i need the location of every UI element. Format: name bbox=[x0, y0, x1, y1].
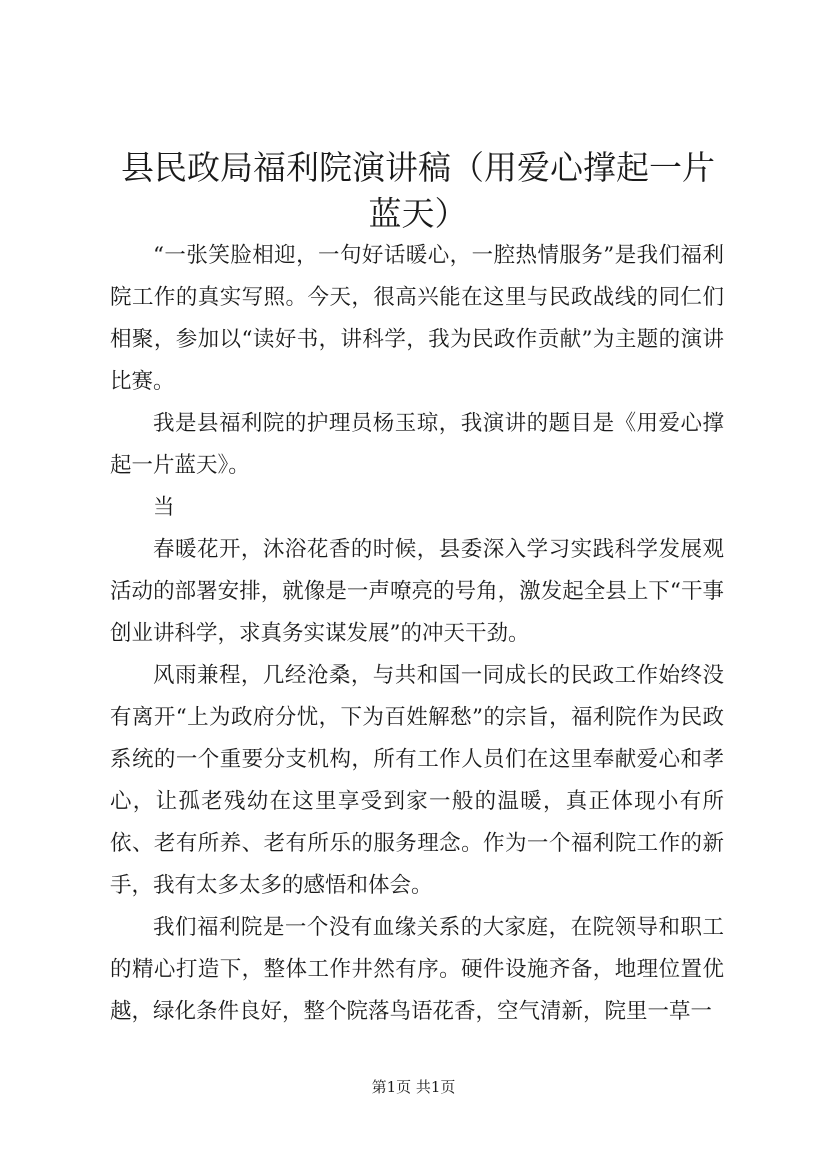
document-title: 县民政局福利院演讲稿（用爱心撑起一片蓝天） bbox=[121, 148, 715, 233]
document-body bbox=[110, 235, 724, 1033]
page-footer: 第1页 共1页 bbox=[371, 1078, 456, 1096]
paragraph-3: 当 bbox=[153, 495, 175, 520]
paragraph-2: 我是县福利院的护理员杨玉琼，我演讲的题目是《用爱心撑起一片蓝天》。 bbox=[110, 411, 724, 478]
paragraph-5: 风雨兼程，几经沧桑，与共和国一同成长的民政工作始终没有离开“上为政府分忧，下为百姓解愁”的宗旨，福利院作为民政系统的一个重要分支机构，所有工作人员们在这里奉献爱心和孝心，让孤老残幼在这里享受到家一般的温暖，真正体现小有所依、老有所养、老有所乐的服务理念。作为一个福利院工作的新手，我有太多太多的感悟和体会。 bbox=[110, 663, 724, 898]
paragraph-4: 春暖花开，沐浴花香的时候，县委深入学习实践科学发展观活动的部署安排，就像是一声嘹亮的号角，激发起全县上下“干事创业讲科学，求真务实谋发展”的冲天干劲。 bbox=[110, 537, 724, 646]
paragraph-1: “一张笑脸相迎，一句好话暖心，一腔热情服务”是我们福利院工作的真实写照。今天，很高兴能在这里与民政战线的同仁们相聚，参加以“读好书，讲科学，我为民政作贡献”为主题的演讲比赛。 bbox=[110, 243, 724, 394]
paragraph-6: 我们福利院是一个没有血缘关系的大家庭，在院领导和职工的精心打造下，整体工作井然有序。硬件设施齐备，地理位置优越，绿化条件良好，整个院落鸟语花香，空气清新，院里一草一 bbox=[110, 915, 724, 1024]
